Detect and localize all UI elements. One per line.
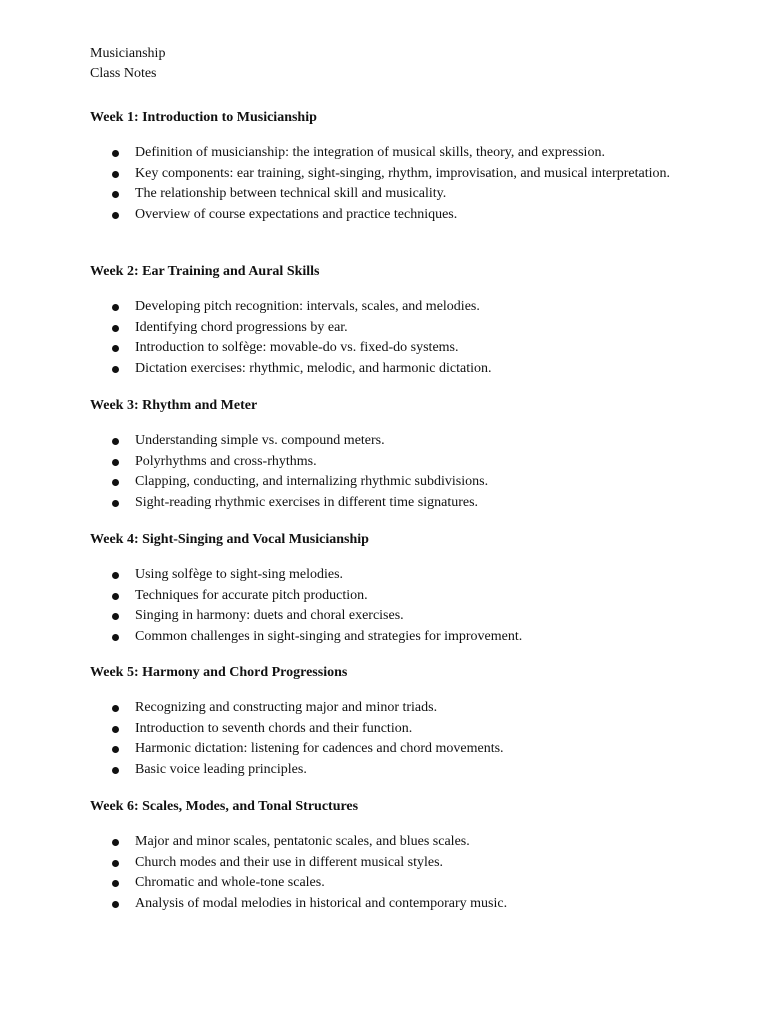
bullet-icon: [112, 459, 119, 466]
list-item-text: Key components: ear training, sight-singing, rhythm, improvisation, and musical interpretation.: [135, 165, 671, 181]
list-item-text: Church modes and their use in different musical styles.: [135, 854, 444, 870]
bullet-icon: [112, 901, 119, 908]
list-item: [90, 359, 492, 380]
list-item: [90, 698, 504, 719]
week-heading: Week 5: Harmony and Chord Progressions: [90, 665, 348, 680]
list-item: [90, 853, 507, 874]
list-item: [90, 143, 670, 164]
week-heading: Week 6: Scales, Modes, and Tonal Structures: [90, 799, 359, 814]
week-6-section: [90, 797, 507, 915]
list-item-text: Techniques for accurate pitch production.: [135, 587, 368, 603]
bullet-icon: [112, 325, 119, 332]
bullet-list: [90, 832, 507, 915]
bullet-icon: [112, 726, 119, 733]
bullet-icon: [112, 212, 119, 219]
list-item: [90, 832, 507, 853]
bullet-icon: [112, 593, 119, 600]
list-item: [90, 565, 522, 586]
bullet-icon: [112, 634, 119, 641]
list-item: [90, 472, 488, 493]
course-title: Musicianship: [90, 46, 166, 61]
list-item: [90, 164, 670, 185]
list-item: [90, 431, 488, 452]
list-item-text: Definition of musicianship: the integration of musical skills, theory, and expression.: [135, 145, 605, 160]
list-item-text: Understanding simple vs. compound meters.: [135, 433, 385, 448]
bullet-icon: [112, 860, 119, 867]
bullet-list: [90, 431, 488, 514]
list-item-text: Polyrhythms and cross-rhythms.: [135, 453, 317, 469]
list-item-text: Chromatic and whole-tone scales.: [135, 875, 325, 891]
bullet-icon: [112, 767, 119, 774]
list-item-text: Identifying chord progressions by ear.: [135, 319, 348, 335]
bullet-icon: [112, 572, 119, 579]
list-item: [90, 894, 507, 915]
list-item: [90, 184, 670, 205]
list-item-text: Overview of course expectations and practice techniques.: [135, 207, 458, 223]
week-heading: Week 4: Sight-Singing and Vocal Musicianship: [90, 532, 369, 547]
bullet-icon: [112, 345, 119, 352]
list-item: [90, 739, 504, 760]
bullet-icon: [112, 705, 119, 712]
list-item: [90, 493, 488, 514]
list-item: [90, 760, 504, 781]
list-item: [90, 719, 504, 740]
list-item: [90, 606, 522, 627]
week-heading: Week 1: Introduction to Musicianship: [90, 110, 317, 125]
week-heading: Week 2: Ear Training and Aural Skills: [90, 264, 320, 279]
list-item-text: Sight-reading rhythmic exercises in different time signatures.: [135, 495, 479, 511]
list-item-text: Analysis of modal melodies in historical and contemporary music.: [135, 896, 508, 912]
bullet-list: [90, 143, 670, 226]
document-page: [90, 44, 710, 912]
list-item-text: Using solfège to sight-sing melodies.: [135, 567, 344, 582]
list-item: [90, 873, 507, 894]
list-item-text: The relationship between technical skill and musicality.: [135, 186, 447, 202]
week-1-section: [90, 108, 670, 226]
list-item: [90, 205, 670, 226]
bullet-icon: [112, 613, 119, 620]
list-item: [90, 297, 492, 318]
list-item: [90, 586, 522, 607]
week-3-section: [90, 396, 488, 514]
bullet-list: [90, 565, 522, 648]
bullet-icon: [112, 500, 119, 507]
bullet-icon: [112, 746, 119, 753]
bullet-icon: [112, 880, 119, 887]
list-item: [90, 338, 492, 359]
bullet-icon: [112, 438, 119, 445]
bullet-icon: [112, 304, 119, 311]
bullet-icon: [112, 839, 119, 846]
list-item-text: Harmonic dictation: listening for cadences and chord movements.: [135, 741, 504, 757]
week-2-section: [90, 262, 492, 380]
bullet-list: [90, 698, 504, 781]
list-item: [90, 318, 492, 339]
list-item-text: Introduction to solfège: movable-do vs. fixed-do systems.: [135, 340, 459, 356]
bullet-icon: [112, 171, 119, 178]
list-item-text: Clapping, conducting, and internalizing rhythmic subdivisions.: [135, 474, 489, 490]
bullet-icon: [112, 191, 119, 198]
bullet-list: [90, 297, 492, 380]
week-4-section: [90, 530, 522, 648]
list-item-text: Recognizing and constructing major and minor triads.: [135, 700, 438, 715]
document-subtitle: Class Notes: [90, 66, 157, 81]
list-item-text: Common challenges in sight-singing and strategies for improvement.: [135, 629, 523, 645]
week-5-section: [90, 663, 504, 781]
list-item: [90, 452, 488, 473]
week-heading: Week 3: Rhythm and Meter: [90, 398, 258, 413]
bullet-icon: [112, 150, 119, 157]
list-item-text: Dictation exercises: rhythmic, melodic, and harmonic dictation.: [135, 361, 492, 377]
list-item-text: Basic voice leading principles.: [135, 762, 307, 778]
list-item: [90, 627, 522, 648]
list-item-text: Major and minor scales, pentatonic scales, and blues scales.: [135, 834, 470, 849]
list-item-text: Introduction to seventh chords and their function.: [135, 720, 413, 736]
bullet-icon: [112, 366, 119, 373]
list-item-text: Singing in harmony: duets and choral exercises.: [135, 608, 404, 624]
list-item-text: Developing pitch recognition: intervals, scales, and melodies.: [135, 299, 480, 314]
bullet-icon: [112, 479, 119, 486]
